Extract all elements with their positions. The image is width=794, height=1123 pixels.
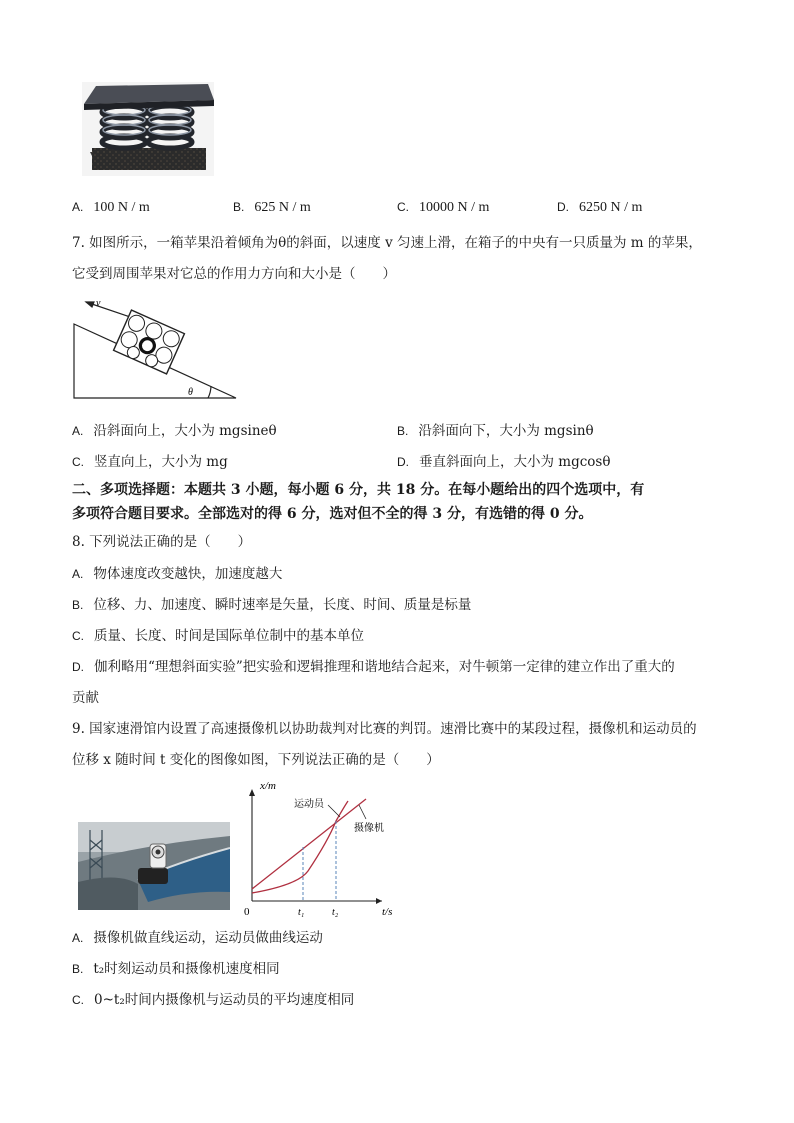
q8-option-d-continued: 贡献 <box>72 690 99 706</box>
q7-option-d[interactable]: D. 垂直斜面向上，大小为 mgcosθ <box>397 454 611 470</box>
q7-stem-line1: 7. 如图所示，一箱苹果沿着倾角为θ的斜面，以速度 v 匀速上滑，在箱子的中央有一只质量为 m 的苹果， <box>72 235 702 251</box>
section2-heading-line1: 二、多项选择题：本题共 3 小题，每小题 6 分，共 18 分。在每小题给出的四个选项中，有 <box>72 482 645 498</box>
graph-label-camera: 摄像机 <box>354 823 384 834</box>
q9-stem-line1: 9. 国家速滑馆内设置了高速摄像机以协助裁判对比赛的判罚。速滑比赛中的某段过程，摄像机和运动员的 <box>72 721 697 737</box>
q7-option-a[interactable]: A. 沿斜面向上，大小为 mgsineθ <box>72 423 277 439</box>
graph-t2: t₂ <box>332 907 339 918</box>
q6-option-c[interactable]: C. 10000 N / m <box>397 200 490 215</box>
theta-label: θ <box>188 387 193 398</box>
athlete-curve <box>252 801 348 893</box>
q8-option-b[interactable]: B. 位移、力、加速度、瞬时速率是矢量，长度、时间、质量是标量 <box>72 597 472 613</box>
q7-incline-figure <box>70 294 242 404</box>
q8-option-d[interactable]: D. 伽利略用“理想斜面实验”把实验和逻辑推理和谐地结合起来，对牛顿第一定律的建立作出了重大的 <box>72 659 675 675</box>
q7-option-c[interactable]: C. 竖直向上，大小为 mg <box>72 454 228 470</box>
velocity-label: v <box>96 298 101 309</box>
q9-option-c[interactable]: C. 0~t₂时间内摄像机与运动员的平均速度相同 <box>72 992 355 1008</box>
graph-t1: t₁ <box>298 907 305 918</box>
graph-xlabel: t/s <box>382 906 393 918</box>
q9-camera-photo <box>78 822 230 910</box>
q7-stem-line2: 它受到周围苹果对它总的作用力方向和大小是（ ） <box>72 266 396 282</box>
q9-option-b[interactable]: B. t₂时刻运动员和摄像机速度相同 <box>72 961 280 977</box>
section2-heading-line2: 多项符合题目要求。全部选对的得 6 分，选对但不全的得 3 分，有选错的得 0 分。 <box>72 506 593 522</box>
q9-xt-graph <box>236 777 406 921</box>
q9-stem-line2: 位移 x 随时间 t 变化的图像如图，下列说法正确的是（ ） <box>72 752 440 768</box>
q7-option-b[interactable]: B. 沿斜面向下，大小为 mgsinθ <box>397 423 594 439</box>
graph-origin: 0 <box>244 906 250 918</box>
graph-label-athlete: 运动员 <box>294 799 324 810</box>
q8-stem: 8. 下列说法正确的是（ ） <box>72 534 252 550</box>
q6-option-b[interactable]: B. 625 N / m <box>233 200 311 215</box>
q9-option-a[interactable]: A. 摄像机做直线运动，运动员做曲线运动 <box>72 930 323 946</box>
camera-line <box>252 799 366 889</box>
q8-option-a[interactable]: A. 物体速度改变越快，加速度越大 <box>72 566 283 582</box>
spring-photo <box>82 82 214 176</box>
q6-option-a[interactable]: A. 100 N / m <box>72 200 150 215</box>
q6-option-d[interactable]: D. 6250 N / m <box>557 200 643 215</box>
q8-option-c[interactable]: C. 质量、长度、时间是国际单位制中的基本单位 <box>72 628 364 644</box>
graph-ylabel: x/m <box>260 780 276 792</box>
